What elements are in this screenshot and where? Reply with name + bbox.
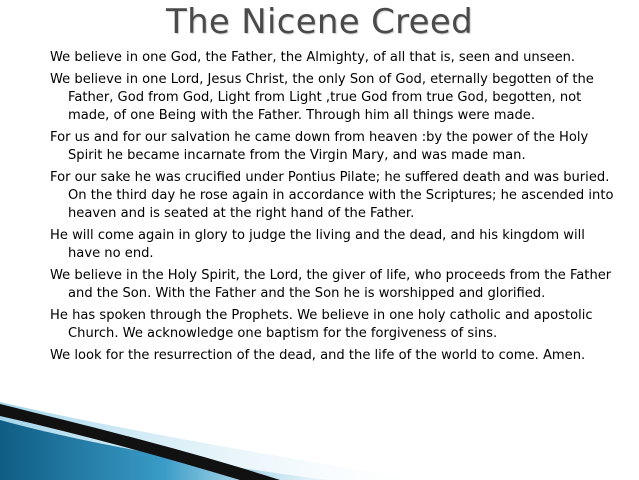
creed-paragraph: He will come again in glory to judge the living and the dead, and his kingdom will have no end. xyxy=(50,228,585,261)
creed-body xyxy=(50,49,615,369)
creed-paragraph: We believe in the Holy Spirit, the Lord, the giver of life, who proceeds from the Father and the Son. With the Father and the Son he is worshipped and glorified. xyxy=(50,268,612,301)
creed-paragraph: He has spoken through the Prophets. We believe in one holy catholic and apostolic Church. We acknowledge one baptism for the forgiveness of sins. xyxy=(50,308,593,341)
creed-paragraph: We believe in one God, the Father, the Almighty, of all that is, seen and unseen. xyxy=(50,50,576,65)
corner-swoosh-decoration xyxy=(0,390,639,480)
creed-paragraph: We look for the resurrection of the dead, and the life of the world to come. Amen. xyxy=(50,348,586,363)
creed-paragraph: For our sake he was crucified under Pontius Pilate; he suffered death and was buried. On the third day he rose again in accordance with the Scriptures; he ascended into heaven and is seated at the right hand of the Father. xyxy=(50,170,614,221)
slide-title: The Nicene Creed xyxy=(166,2,473,42)
creed-paragraph: We believe in one Lord, Jesus Christ, the only Son of God, eternally begotten of the Father, God from God, Light from Light ,true God from true God, begotten, not made, of one Being with the Father. Through him all things were made. xyxy=(50,72,594,123)
creed-paragraph: For us and for our salvation he came down from heaven :by the power of the Holy Spirit he became incarnate from the Virgin Mary, and was made man. xyxy=(50,130,589,163)
